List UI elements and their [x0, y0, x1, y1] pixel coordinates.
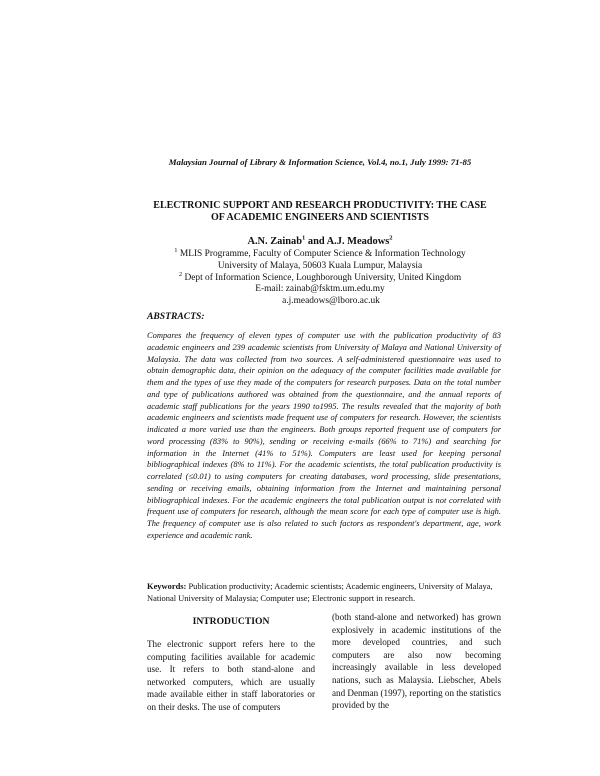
- keywords-text: Publication productivity; Academic scientists; Academic engineers, University of Malaya, National University of Malaysia; Computer use; Electronic support in research.: [147, 581, 493, 603]
- affiliation-2-text: Dept of Information Science, Loughborough University, United Kingdom: [182, 272, 462, 283]
- abstract-heading: ABSTRACTS:: [147, 311, 205, 322]
- right-column: [332, 611, 501, 712]
- left-column: [147, 616, 315, 714]
- author-2: A.J. Meadows: [326, 236, 390, 247]
- author-2-marker: 2: [389, 234, 393, 242]
- author-conjunction: and: [305, 236, 327, 247]
- email-2: a.j.meadows@lboro.ac.uk: [282, 296, 380, 307]
- affiliation-2: [140, 270, 500, 285]
- affiliation-1-address: University of Malaya, 50603 Kuala Lumpur, Malaysia: [217, 260, 423, 271]
- affiliation-1: [140, 246, 500, 261]
- abstract-text: Compares the frequency of eleven types of computer use with the publication productivity of 83 academic engineers and 239 academic scientists from University of Malaya and National University of Malaysia. The data was collected from two sources. A self-administered questionnaire was used to obtain demographic data, their opinion on the adequacy of the computer facilities made available for them and the types of use they made of the computers for research purposes. Data on the total number and type of publications authored was obtained from the questionnaire, and the annual reports of academic staff publications for the years 1990 to1995. The results revealed that the majority of both academic engineers and scientists made frequent use of computers for research. However, the scientists indicated a more varied use than the engineers. Both groups reported frequent use of computers for word processing (83% to 90%), sending or receiving e-mails (66% to 71%) and searching for information in the Internet (41% to 51%). Computers are least used for keeping personal bibliographical indexes (8% to 11%). For the academic scientists, the total publication productivity is correlated (≤0.01) to using computers for creating databases, word processing, slide presentations, sending or receiving emails, obtaining information from the Internet and maintaining personal bibliographical indexes. For the academic engineers the total publication output is not correlated with frequent use of computers for research, although the mean score for each type of computer use is high. The frequency of computer use is also related to such factors as respondent's department, age, work experience and academic rank.: [147, 330, 501, 540]
- intro-paragraph-left: The electronic support refers here to the computing facilities available for academic use. It refers to both stand-alone and networked computers, which are usually made available either in staff laboratories or on their desks. The use of computers: [147, 639, 315, 712]
- journal-citation: Malaysian Journal of Library & Information Science, Vol.4, no.1, July 1999: 71-85: [168, 157, 472, 167]
- affiliation-1-marker: 1: [174, 246, 178, 254]
- affiliation-2-marker: 2: [178, 270, 183, 278]
- author-line: [140, 236, 500, 247]
- affiliations: [140, 246, 500, 308]
- intro-paragraph-right: (both stand-alone and networked) has grown explosively in academic institutions of the more developed countries, and such computers are also now becoming increasingly available in less developed nations, such as Malaysia. Liebscher, Abels and Denman (1997), reporting on the statistics provided by the: [332, 612, 501, 711]
- paper-title-line-1: ELECTRONIC SUPPORT AND RESEARCH PRODUCTIVITY: THE CASE: [153, 200, 487, 211]
- email-1: E-mail: zainab@fsktm.um.edu.my: [255, 284, 385, 295]
- keywords: [147, 581, 501, 604]
- keywords-label: Keywords:: [147, 581, 187, 591]
- author-1: A.N. Zainab: [247, 236, 303, 247]
- section-heading-introduction: INTRODUCTION: [192, 616, 270, 627]
- paper-title-line-2: OF ACADEMIC ENGINEERS AND SCIENTISTS: [210, 212, 429, 223]
- affiliation-1-text: MLIS Programme, Faculty of Computer Science & Information Technology: [177, 249, 466, 259]
- paper-title: [140, 200, 500, 224]
- author-1-marker: 1: [302, 234, 306, 242]
